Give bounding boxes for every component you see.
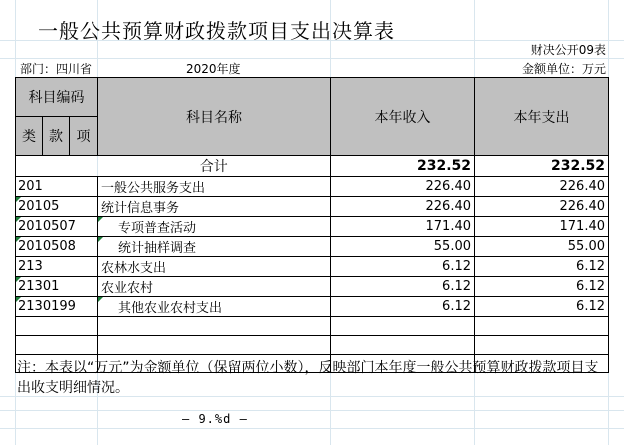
table-note: 注：本表以“万元”为金额单位（保留两位小数），反映部门本年度一般公共预算财政拨款项目支出收支明细情况。 <box>17 360 599 396</box>
empty-row <box>16 336 609 355</box>
unit-label: 金额单位：万元 <box>521 62 606 76</box>
empty-cell <box>475 317 609 336</box>
row-expense: 6.12 <box>475 297 609 317</box>
row-name: 一般公共服务支出 <box>98 177 331 197</box>
expense-header: 本年支出 <box>475 78 609 156</box>
grid-line <box>0 58 624 59</box>
table-row <box>16 237 609 257</box>
table-row <box>16 297 609 317</box>
total-code-cell <box>43 156 70 177</box>
lei-header: 类 <box>16 117 43 156</box>
row-name: 统计信息事务 <box>98 197 331 217</box>
income-header: 本年收入 <box>331 78 475 156</box>
total-row <box>16 156 609 177</box>
empty-cell <box>98 336 331 355</box>
row-code: 213 <box>16 257 98 277</box>
page-title: 一般公共预算财政拨款项目支出决算表 <box>38 19 395 43</box>
empty-cell <box>331 317 475 336</box>
empty-cell <box>475 336 609 355</box>
row-income: 171.40 <box>331 217 475 237</box>
empty-cell <box>98 317 331 336</box>
row-code: 2130199 <box>16 297 98 317</box>
total-label: 合计 <box>98 156 331 177</box>
row-income: 6.12 <box>331 297 475 317</box>
expenditure-table <box>15 77 609 373</box>
name-header: 科目名称 <box>98 78 331 156</box>
form-number: 财决公开09表 <box>530 43 606 57</box>
row-code: 2010507 <box>16 217 98 237</box>
grid-line <box>0 428 624 429</box>
row-expense: 171.40 <box>475 217 609 237</box>
total-income: 232.52 <box>331 156 475 177</box>
empty-cell <box>16 336 98 355</box>
row-expense: 6.12 <box>475 257 609 277</box>
department-label: 部门：四川省 <box>20 62 93 76</box>
empty-cell <box>331 336 475 355</box>
row-name: 农林水支出 <box>98 257 331 277</box>
total-expense: 232.52 <box>475 156 609 177</box>
row-income: 6.12 <box>331 257 475 277</box>
page-footer: — 9.%d — <box>182 412 248 426</box>
table-row <box>16 257 609 277</box>
table-row <box>16 217 609 237</box>
table-row <box>16 197 609 217</box>
row-expense: 226.40 <box>475 177 609 197</box>
row-income: 55.00 <box>331 237 475 257</box>
row-name: 统计抽样调查 <box>98 237 331 257</box>
row-income: 6.12 <box>331 277 475 297</box>
row-code: 2010508 <box>16 237 98 257</box>
row-expense: 6.12 <box>475 277 609 297</box>
empty-cell <box>16 317 98 336</box>
row-code: 20105 <box>16 197 98 217</box>
empty-row <box>16 317 609 336</box>
row-expense: 55.00 <box>475 237 609 257</box>
row-expense: 226.40 <box>475 197 609 217</box>
kuan-header: 款 <box>43 117 70 156</box>
row-code: 201 <box>16 177 98 197</box>
row-name: 其他农业农村支出 <box>98 297 331 317</box>
row-name: 专项普查活动 <box>98 217 331 237</box>
total-code-cell <box>16 156 43 177</box>
xiang-header: 项 <box>70 117 98 156</box>
code-group-header: 科目编码 <box>16 78 98 117</box>
row-income: 226.40 <box>331 197 475 217</box>
row-code: 21301 <box>16 277 98 297</box>
year-label: 2020年度 <box>186 62 241 76</box>
table-row <box>16 177 609 197</box>
row-income: 226.40 <box>331 177 475 197</box>
table-row <box>16 277 609 297</box>
row-name: 农业农村 <box>98 277 331 297</box>
total-code-cell <box>70 156 98 177</box>
grid-line <box>0 410 624 411</box>
